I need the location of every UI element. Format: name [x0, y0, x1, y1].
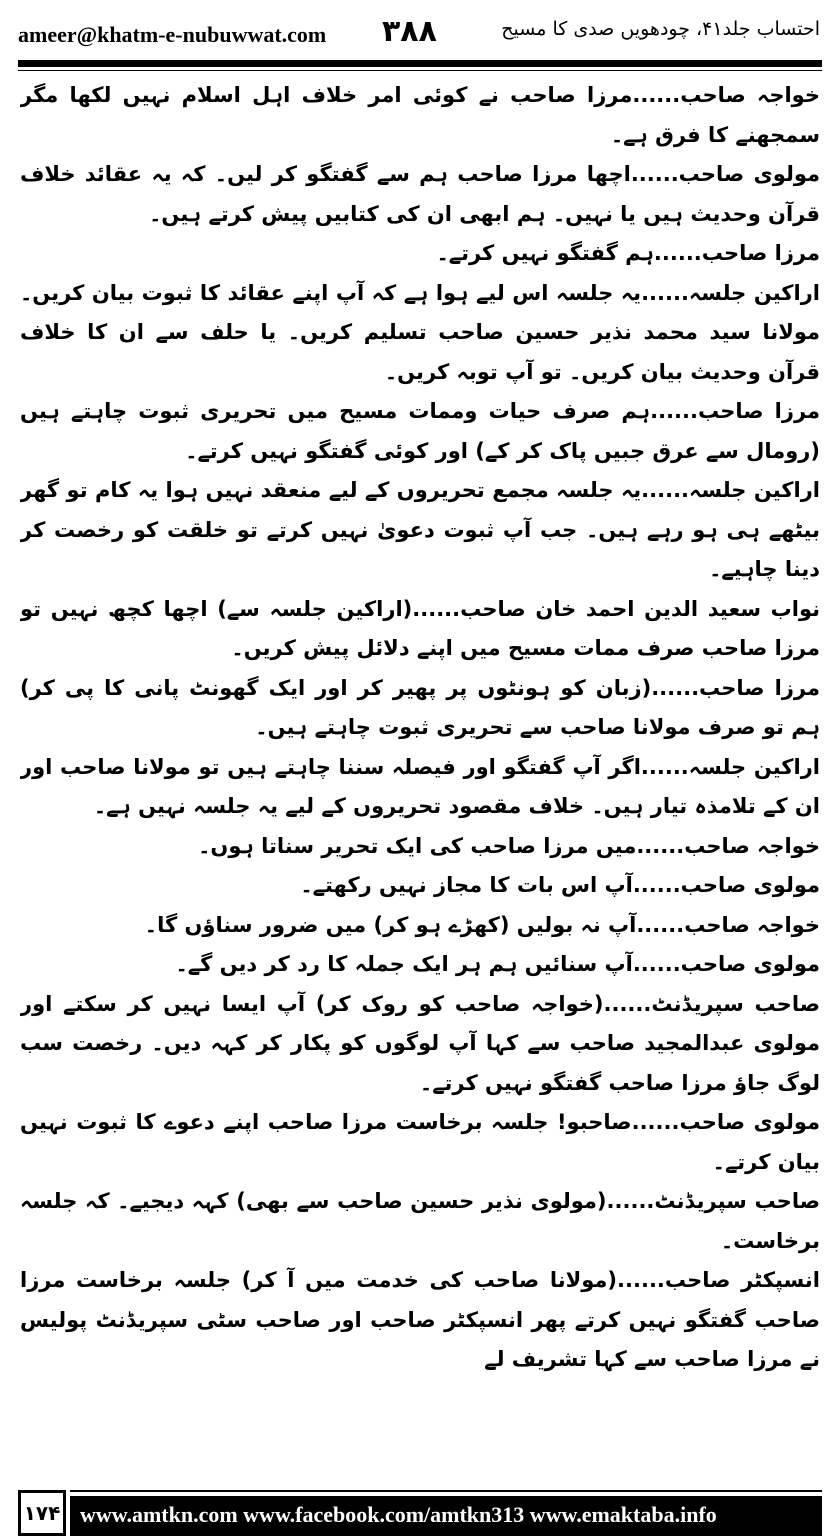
paragraph	[20, 274, 820, 393]
paragraph-text: ہم گفتگو نہیں کرتے۔	[436, 241, 654, 265]
speaker-label: مولوی صاحب......	[630, 162, 820, 186]
speaker-label: صاحب سپریڈنٹ......	[606, 1189, 820, 1213]
header-email: ameer@khatm-e-nubuwwat.com	[18, 22, 327, 47]
paragraph-text: اگر آپ گفتگو اور فیصلہ سننا چاہتے ہیں تو مولانا صاحب اور ان کے تلامذہ تیار ہیں۔ خلاف مقصود تحریروں کے لیے یہ جلسہ نہیں ہے۔	[20, 754, 820, 818]
paragraph	[20, 985, 820, 1104]
paragraph	[20, 471, 820, 590]
paragraph	[20, 1103, 820, 1182]
speaker-label: صاحب سپریڈنٹ......	[603, 991, 820, 1016]
paragraph-text: (مولوی نذیر حسین صاحب سے بھی) کہہ دیجیے۔ کہ جلسہ برخاست۔	[20, 1189, 820, 1253]
speaker-label: اراکین جلسہ......	[641, 280, 820, 305]
paragraph-text: یہ جلسہ مجمع تحریروں کے لیے منعقد نہیں ہوا یہ کام تو گھر بیٹھے ہی ہو رہے ہیں۔ جب آپ ثبوت دعویٰ نہیں کرتے تو خلقت کو رخصت کر دینا چاہیے۔	[20, 478, 820, 581]
paragraph-text: صاحبو! جلسہ برخاست مرزا صاحب اپنے دعوے کا ثبوت نہیں بیان کرتے۔	[20, 1110, 820, 1174]
page-body	[20, 76, 820, 1480]
paragraph	[20, 1261, 820, 1380]
paragraph-text: اچھا مرزا صاحب ہم سے گفتگو کر لیں۔ کہ یہ عقائد خلاف قرآن وحدیث ہیں یا نہیں۔ ہم ابھی ان کی کتابیں پیش کرتے ہیں۔	[20, 162, 820, 226]
speaker-label: مرزا صاحب......	[651, 675, 820, 700]
speaker-label: خواجہ صاحب......	[636, 833, 820, 858]
speaker-label: مرزا صاحب......	[653, 241, 820, 265]
footer-links[interactable]: www.amtkn.com www.facebook.com/amtkn313 www.emaktaba.info	[80, 1502, 717, 1527]
paragraph-text: آپ نہ بولیں (کھڑے ہو کر) میں ضرور سناؤں گا۔	[144, 912, 637, 937]
paragraph	[20, 827, 820, 867]
paragraph-text: (زبان کو ہونٹوں پر پھیر کر اور ایک گھونٹ پانی کا پی کر) ہم تو صرف مولانا صاحب سے تحریری ثبوت چاہتے ہیں۔	[20, 675, 820, 739]
speaker-label: مولوی صاحب......	[631, 1110, 820, 1134]
paragraph-text: آپ سنائیں ہم ہر ایک جملہ کا رد کر دیں گے۔	[175, 952, 633, 976]
speaker-label: مرزا صاحب......	[650, 399, 820, 423]
paragraph	[20, 906, 820, 946]
paragraph	[20, 945, 820, 985]
paragraph-text: مرزا صاحب نے کوئی امر خلاف اہل اسلام نہیں لکھا مگر سمجھنے کا فرق ہے۔	[20, 83, 820, 147]
paragraph-text: (خواجہ صاحب کو روک کر) آپ ایسا نہیں کر سکتے اور مولوی عبدالمجید صاحب سے کہا آپ لوگوں کو پکار کر کہہ دیں۔ رخصت سب لوگ جاؤ مرزا صاحب گفتگو نہیں کرتے۔	[20, 991, 820, 1095]
paragraph-text: (مولانا صاحب کی خدمت میں آ کر) جلسہ برخاست مرزا صاحب گفتگو نہیں کرتے پھر انسپکٹر صاحب اور صاحب سٹی سپریڈنٹ پولیس نے مرزا صاحب سے کہا تشریف لے	[20, 1268, 820, 1371]
paragraph-text: (اراکین جلسہ سے) اچھا کچھ نہیں تو مرزا صاحب صرف ممات مسیح میں اپنے دلائل پیش کریں۔	[20, 596, 820, 660]
speaker-label: اراکین جلسہ......	[640, 754, 820, 779]
paragraph	[20, 669, 820, 748]
paragraph	[20, 1182, 820, 1261]
footer-rule	[70, 1490, 822, 1492]
speaker-label: مولوی صاحب......	[632, 952, 820, 976]
page-footer	[0, 1482, 840, 1540]
header-rule-thick	[18, 60, 822, 67]
paragraph-text: آپ اس بات کا مجاز نہیں رکھتے۔	[300, 873, 633, 897]
speaker-label: خواجہ صاحب......	[632, 83, 820, 107]
paragraph	[20, 392, 820, 471]
paragraph	[20, 234, 820, 274]
speaker-label: نواب سعید الدین احمد خان صاحب......	[412, 596, 820, 621]
paragraph	[20, 590, 820, 669]
footer-page-label: ۱۷۴	[18, 1490, 66, 1536]
paragraph	[20, 866, 820, 906]
paragraph	[20, 76, 820, 155]
speaker-label: انسپکٹر صاحب......	[617, 1268, 820, 1292]
speaker-label: مولوی صاحب......	[632, 873, 820, 897]
paragraph-text: یہ جلسہ اس لیے ہوا ہے کہ آپ اپنے عقائد کا ثبوت بیان کریں۔ مولانا سید محمد نذیر حسین صاحب تسلیم کریں۔ یا حلف سے ان کا خلاف قرآن وحدیث بیان کریں۔ تو آپ توبہ کریں۔	[20, 280, 820, 384]
paragraph	[20, 155, 820, 234]
paragraph-text: ہم صرف حیات وممات مسیح میں تحریری ثبوت چاہتے ہیں (رومال سے عرق جبیں پاک کر کے) اور کوئی گفتگو نہیں کرتے۔	[20, 399, 820, 463]
paragraph	[20, 748, 820, 827]
header-book-title: احتساب جلد۴۱، چودھویں صدی کا مسیح	[501, 18, 820, 40]
speaker-label: خواجہ صاحب......	[636, 912, 820, 937]
page-header	[0, 0, 840, 58]
header-page-number: ۳۸۸	[382, 14, 437, 49]
paragraph-text: میں مرزا صاحب کی ایک تحریر سناتا ہوں۔	[198, 833, 637, 858]
speaker-label: اراکین جلسہ......	[641, 478, 820, 502]
header-rule-thin	[18, 70, 822, 71]
